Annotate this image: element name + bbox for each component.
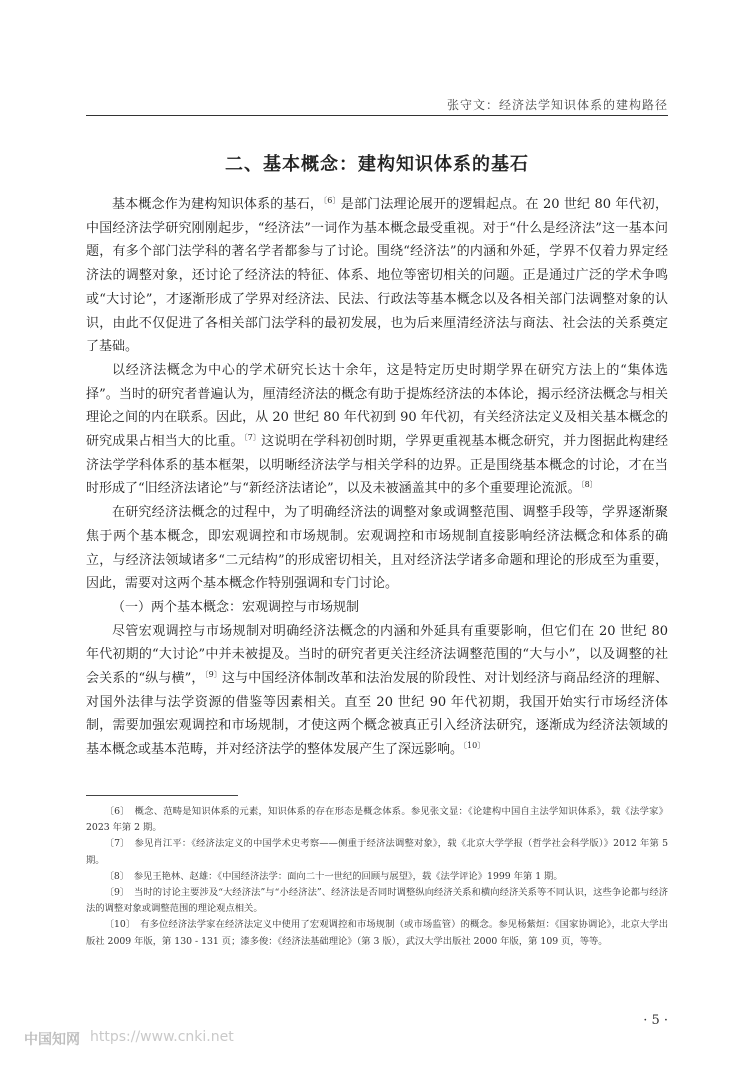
section-title: 二、基本概念：建构知识体系的基石 <box>225 154 529 175</box>
body-text <box>86 193 668 762</box>
paragraph-1: 基本概念作为建构知识体系的基石，$^{〔6〕}$是部门法理论展开的逻辑起点。在 20 世纪 80 年代初，中国经济法学研究刚刚起步，“经济法”一词作为基本概念最受重视。对于“什么是经济法”这一基本问题，有多个部门法学科的著名学者都参与了讨论。围绕“经济法”的内涵和外延，学界不仅着力界定经济法的调整对象，还讨论了经济法的特征、体系、地位等密切相关的问题。正是通过广泛的学术争鸣或“大讨论”，才逐渐形成了学界对经济法、民法、行政法等基本概念以及各相关部门法调整对象的认识，由此不仅促进了各相关部门法学科的最初发展，也为后来厘清经济法与商法、社会法的关系奠定了基础。 <box>86 196 668 355</box>
paragraph-4: 尽管宏观调控与市场规制对明确经济法概念的内涵和外延具有重要影响，但它们在 20 世纪 80 年代初期的“大讨论”中并未被提及。当时的研究者更关注经济法调整范围的“大与小”，以及调整的社会关系的“纵与横”，$^{〔9〕}$这与中国经济体制改革和法治发展的阶段性、对计划经济与商品经济的理解、对国外法律与法学资源的借鉴等因素相关。直至 20 世纪 90 年代初期，我国开始实行市场经济体制，需要加强宏观调控和市场规制，才使这两个概念被真正引入经济法研究，逐渐成为经济法领域的基本概念或基本范畴，并对经济法学的整体发展产生了深远影响。$^{〔10〕}$ <box>86 623 668 758</box>
cnki-url[interactable]: https://www.cnki.net <box>90 1029 234 1045</box>
footnote-8: 〔8〕 参见王艳林、赵雄：《中国经济法学：面向二十一世纪的回顾与展望》，载《法学评论》1999 年第 1 期。 <box>104 870 563 882</box>
footnote-ref-6[interactable]: 〔6〕 <box>323 196 341 205</box>
cnki-watermark <box>24 1029 234 1049</box>
footnotes <box>86 804 668 950</box>
paragraph-2: 以经济法概念为中心的学术研究长达十余年，这是特定历史时期学界在研究方法上的“集体选择”。当时的研究者普遍认为，厘清经济法的概念有助于提炼经济法的本体论，揭示经济法概念与相关理论之间的内在联系。因此，从 20 世纪 80 年代初到 90 年代初，有关经济法定义及相关基本概念的研究成果占相当大的比重。$^{〔7〕}$这说明在学科初创时期，学界更重视基本概念研究，并力图据此构建经济法学学科体系的基本框架，以明晰经济法学与相关学科的边界。正是围绕基本概念的讨论，才在当时形成了“旧经济法诸论”与“新经济法诸论”，以及未被涵盖其中的多个重要理论流派。$^{〔8〕}$ <box>86 362 668 497</box>
footnote-9: 〔9〕 当时的讨论主要涉及“大经济法”与“小经济法”、经济法是否同时调整纵向经济关系和横向经济关系等不同认识，这些争论都与经济法的调整对象或调整范围的理论观点相关。 <box>86 887 668 915</box>
header-rule <box>86 115 668 116</box>
footnote-rule <box>86 795 238 796</box>
footnote-ref-8[interactable]: 〔8〕 <box>580 480 598 490</box>
subsection-title: （一）两个基本概念：宏观调控与市场规制 <box>112 599 360 615</box>
footnote-ref-7[interactable]: 〔7〕 <box>243 433 262 443</box>
footnote-10: 〔10〕 有多位经济法学家在经济法定义中使用了宏观调控和市场规制（或市场监管）的概念。参见杨紫烜：《国家协调论》，北京大学出版社 2009 年版，第 130 - 131 页；漆多俊：《经济法基础理论》（第 3 版），武汉大学出版社 2000 年版，第 109 页，等等。 <box>86 919 668 947</box>
footnote-7: 〔7〕 参见肖江平：《经济法定义的中国学术史考察——侧重于经济法调整对象》，载《北京大学学报（哲学社会科学版）》2012 年第 5 期。 <box>86 838 668 866</box>
page-number: · 5 · <box>643 1013 668 1028</box>
cnki-logo: 中国知网 <box>24 1032 80 1048</box>
footnote-ref-10[interactable]: 〔10〕 <box>463 741 486 751</box>
paragraph-3: 在研究经济法概念的过程中，为了明确经济法的调整对象或调整范围、调整手段等，学界逐渐聚焦于两个基本概念，即宏观调控和市场规制。宏观调控和市场规制直接影响经济法概念和体系的确立，与经济法领域诸多“二元结构”的形成密切相关，且对经济法学诸多命题和理论的形成至为重要，因此，需要对这两个基本概念作特别强调和专门讨论。 <box>86 505 668 592</box>
footnote-ref-9[interactable]: 〔9〕 <box>204 670 222 680</box>
footnote-6: 〔6〕 概念、范畴是知识体系的元素，知识体系的存在形态是概念体系。参见张文显：《论建构中国自主法学知识体系》，载《法学家》2023 年第 2 期。 <box>86 806 668 834</box>
running-header: 张守文：经济法学知识体系的建构路径 <box>446 98 668 112</box>
